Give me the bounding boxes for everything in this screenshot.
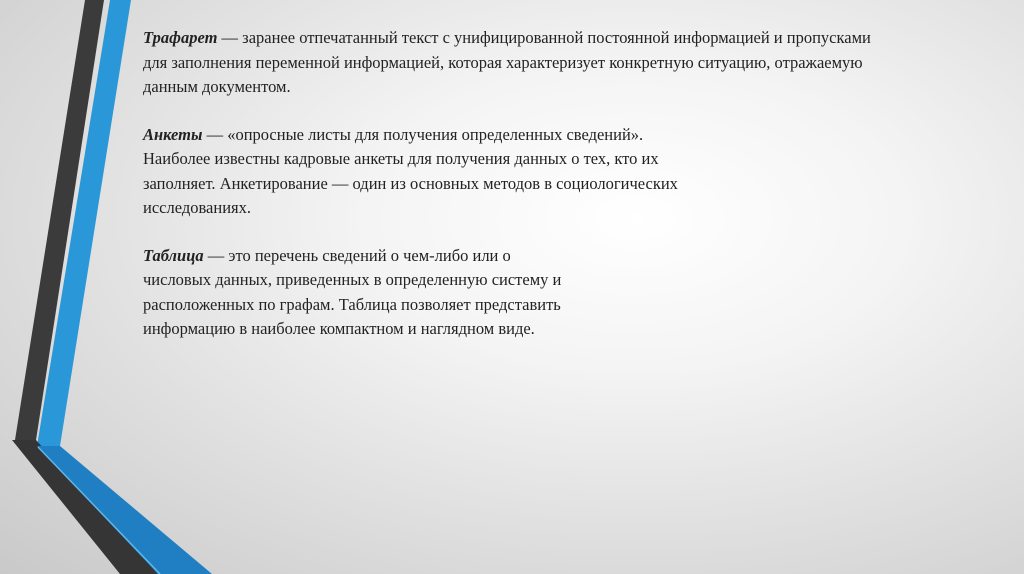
paragraph-line: исследованиях. — [143, 198, 251, 217]
paragraph-tablica — [143, 244, 1003, 342]
band-dark-diagonal — [12, 440, 158, 574]
paragraph-line: информацию в наиболее компактном и наглядном виде. — [143, 319, 535, 338]
term-tablica: Таблица — [143, 245, 204, 265]
paragraph-line: числовых данных, приведенных в определенную систему и — [143, 270, 562, 289]
paragraph-line: заполняет. Анкетирование — один из основных методов в социологических — [143, 173, 678, 193]
term-trafaret: Трафарет — [143, 28, 218, 47]
definition-text: — это перечень сведений о чем-либо или о — [203, 245, 511, 265]
paragraph-line: Наиболее известны кадровые анкеты для получения данных о тех, кто их — [143, 149, 659, 168]
paragraph-line — [143, 123, 1003, 148]
paragraph-line — [143, 26, 1003, 51]
paragraph-trafaret — [143, 26, 1003, 100]
paragraph-line: данным документом. — [143, 77, 291, 96]
term-ankety: Анкеты — [143, 124, 203, 144]
paragraph-line: для заполнения переменной информацией, которая характеризует конкретную ситуацию, отражаемую — [143, 52, 863, 72]
definition-text: — заранее отпечатанный текст с унифицированной постоянной информацией и пропусками — [217, 28, 871, 47]
band-highlight — [38, 447, 160, 574]
paragraph-ankety — [143, 123, 1003, 221]
slide-body — [143, 26, 1003, 365]
definition-text: — «опросные листы для получения определенных сведений». — [202, 124, 644, 144]
paragraph-line: расположенных по графам. Таблица позволяет представить — [143, 294, 561, 314]
paragraph-line — [143, 244, 1003, 269]
